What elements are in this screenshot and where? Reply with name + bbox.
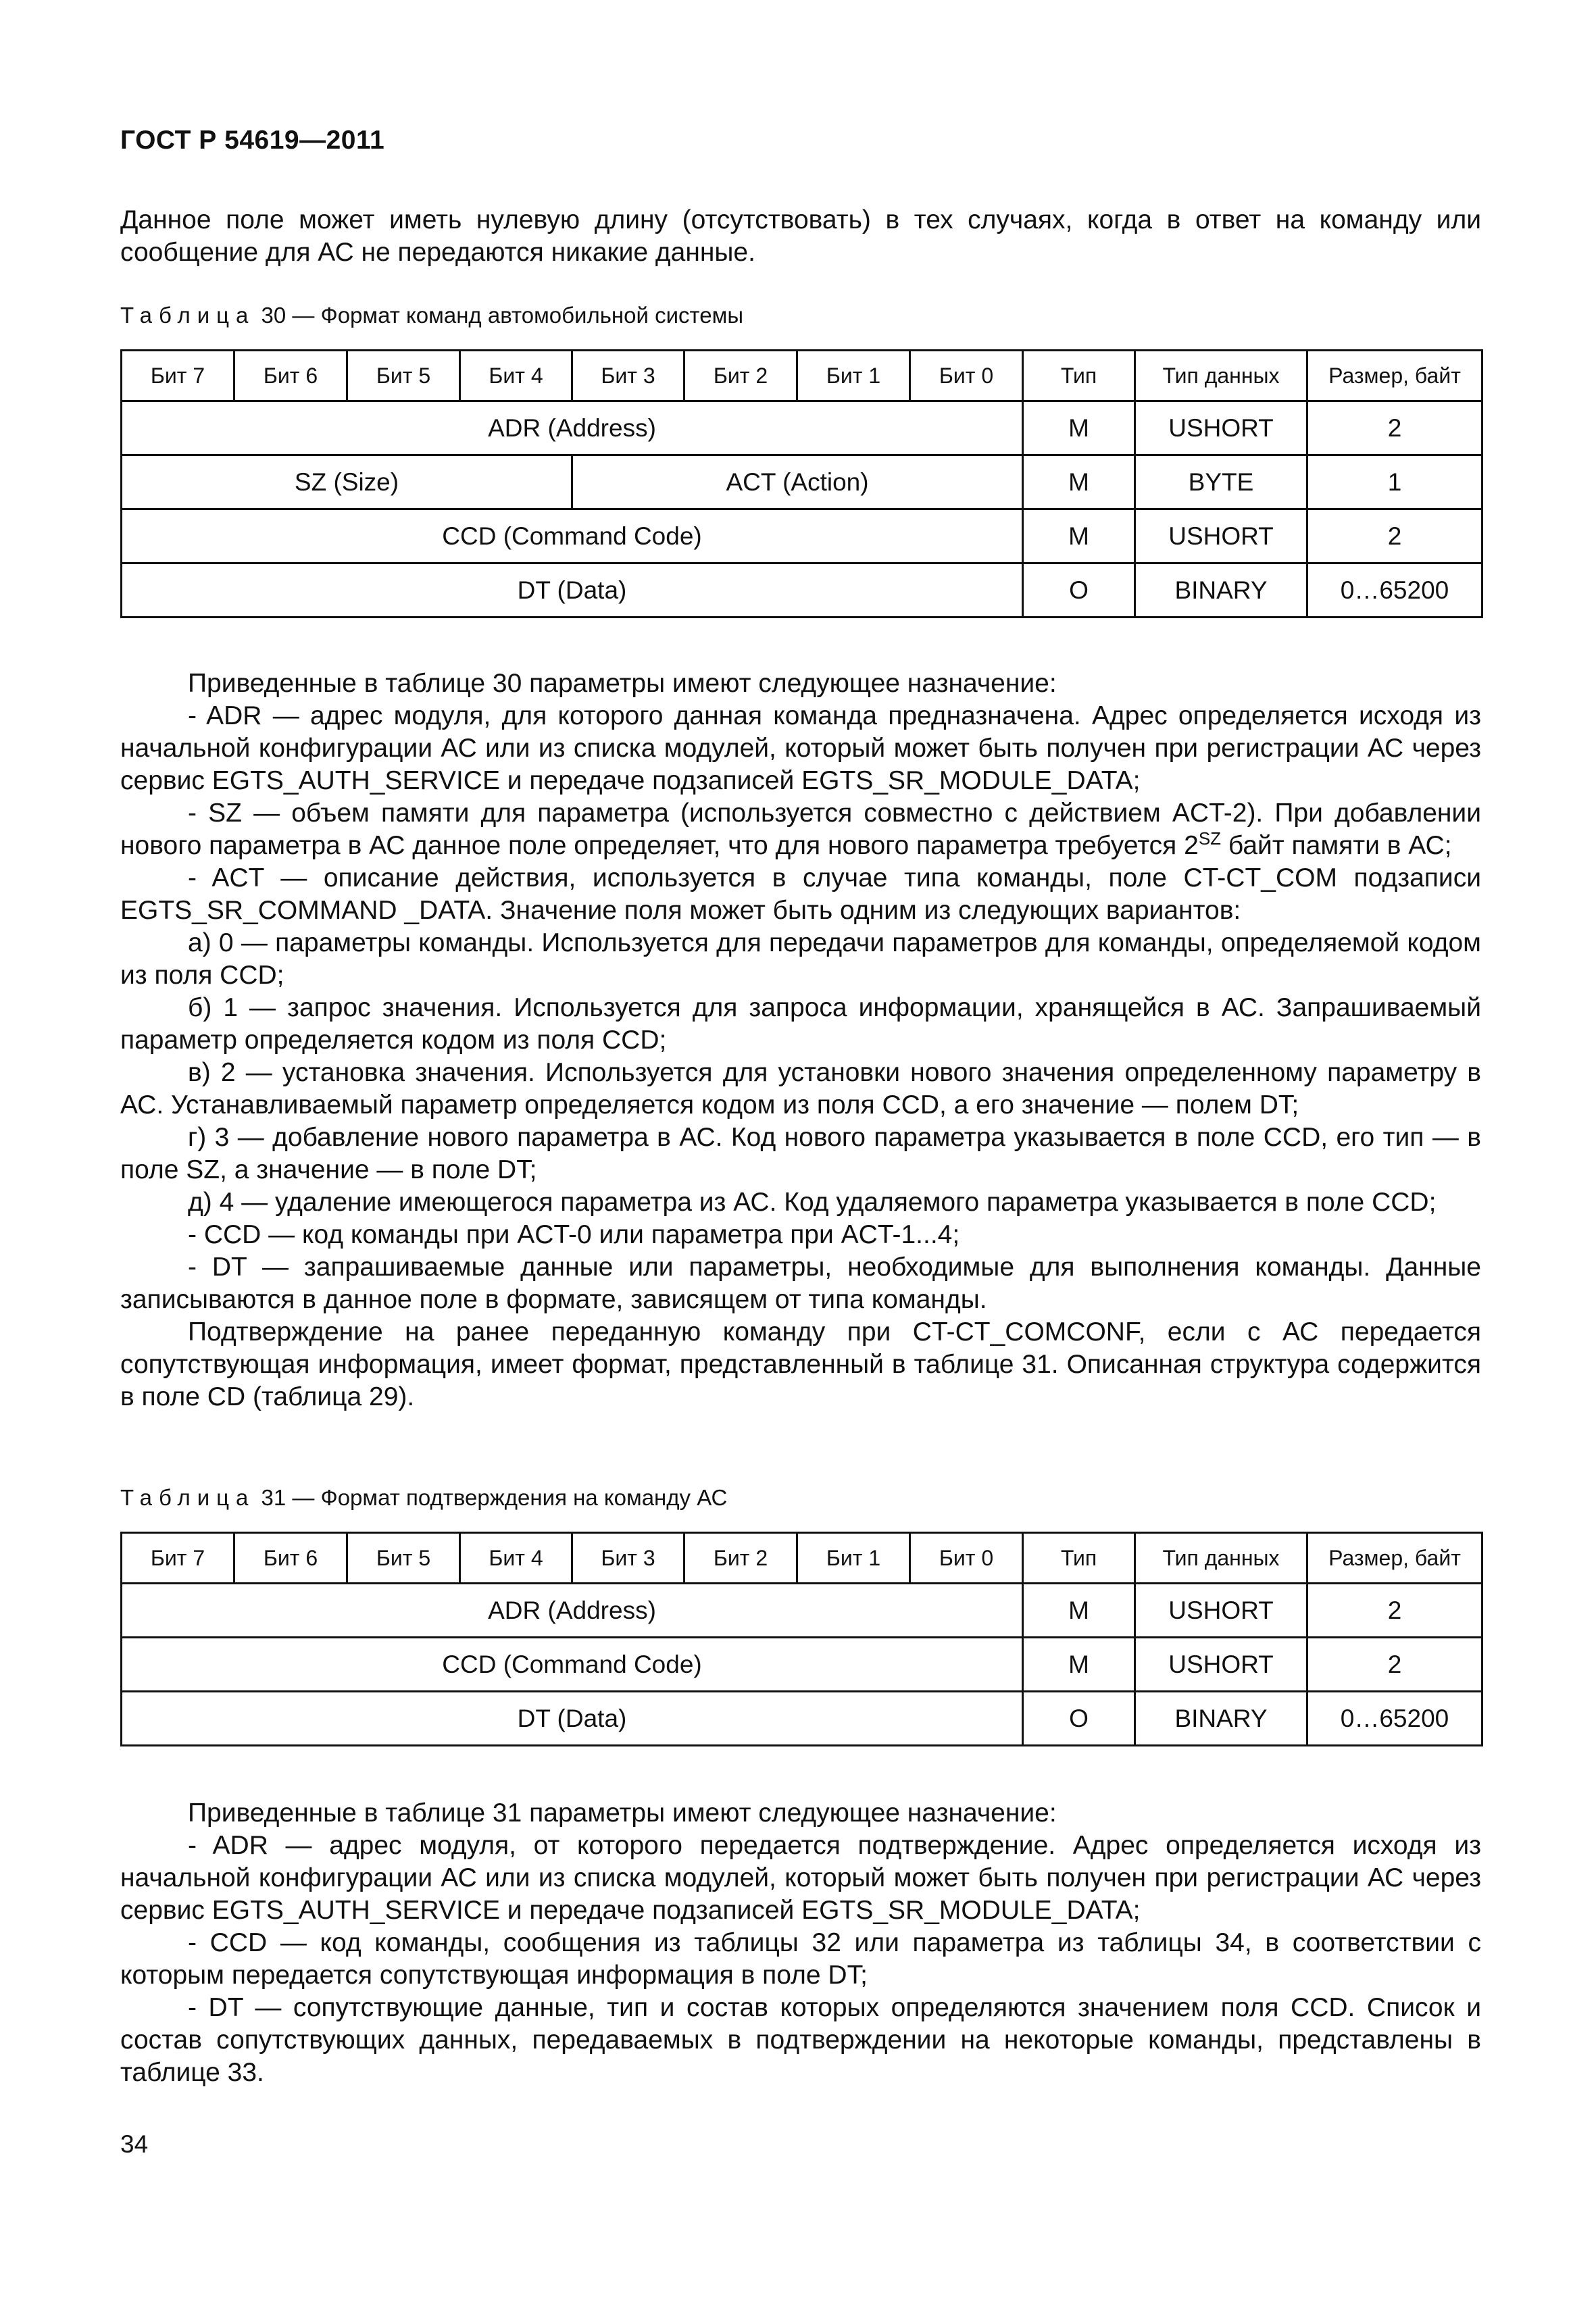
table-cell: USHORT	[1135, 509, 1307, 563]
table-cell: O	[1023, 1692, 1135, 1746]
paragraph-text: байт памяти в АС;	[1221, 831, 1452, 860]
paragraph: - ADR — адрес модуля, для которого данная команда предназначена. Адрес определяется исходя из начальной конфигурации АС или из списка модулей, который может быть получен при регистрации АС через сервис EGTS_AUTH_SERVICE и передаче подзаписей EGTS_SR_MODULE_DATA;	[120, 701, 1481, 795]
table-cell: DT (Data)	[122, 1692, 1023, 1746]
paragraph: Приведенные в таблице 30 параметры имеют следующее назначение:	[188, 669, 1057, 698]
table30	[120, 349, 1483, 618]
table-cell: M	[1023, 401, 1135, 455]
page-number: 34	[120, 2130, 149, 2158]
table-cell: USHORT	[1135, 1638, 1307, 1692]
table-cell: BINARY	[1135, 1692, 1307, 1746]
table-cell: 1	[1307, 455, 1482, 509]
table31-header-cell: Бит 5	[347, 1533, 460, 1584]
table30-header-cell: Бит 2	[684, 351, 797, 401]
table-cell: SZ (Size)	[122, 455, 572, 509]
table-cell: M	[1023, 1638, 1135, 1692]
table30-header-cell: Размер, байт	[1307, 351, 1482, 401]
paragraph: д) 4 — удаление имеющегося параметра из АС. Код удаляемого параметра указывается в поле CCD;	[188, 1188, 1437, 1217]
table30-header-cell: Тип данных	[1135, 351, 1307, 401]
table31-header-row	[122, 1533, 1482, 1584]
table30-header-cell: Тип	[1023, 351, 1135, 401]
table30-caption-prefix: Таблица	[120, 303, 255, 328]
table-cell: 2	[1307, 509, 1482, 563]
table-cell: M	[1023, 509, 1135, 563]
table-cell: ADR (Address)	[122, 1584, 1023, 1638]
table30-description	[120, 668, 1481, 1413]
table-cell: CCD (Command Code)	[122, 1638, 1023, 1692]
superscript: SZ	[1198, 828, 1222, 849]
paragraph: - DT — запрашиваемые данные или параметры, необходимые для выполнения команды. Данные записываются в данное поле в формате, зависящем от типа команды.	[120, 1253, 1481, 1314]
table30-header-cell: Бит 0	[910, 351, 1023, 401]
paragraph: г) 3 — добавление нового параметра в АС. Код нового параметра указывается в поле CCD, его тип — в поле SZ, а значение — в поле DT;	[120, 1123, 1481, 1184]
table31-header-cell: Тип	[1023, 1533, 1135, 1584]
table31-header-cell: Бит 0	[910, 1533, 1023, 1584]
paragraph-text: - SZ — объем памяти для параметра (используется совместно с действием ACT-2). При добавлении нового параметра в АС данное поле определяет, что для нового параметра требуется 2	[120, 799, 1481, 860]
table31-caption	[120, 1485, 727, 1511]
table31-header-cell: Бит 4	[460, 1533, 572, 1584]
table-cell: ACT (Action)	[572, 455, 1023, 509]
table-cell: 2	[1307, 401, 1482, 455]
table31-header-cell: Размер, байт	[1307, 1533, 1482, 1584]
table30-caption	[120, 303, 743, 328]
table-cell: 0…65200	[1307, 1692, 1482, 1746]
table30-row-sz-act	[122, 455, 1482, 509]
table30-caption-text: 30 — Формат команд автомобильной системы	[255, 303, 744, 328]
table-cell: DT (Data)	[122, 563, 1023, 618]
paragraph: - CCD — код команды при ACT-0 или параметра при ACT-1...4;	[188, 1220, 960, 1249]
table30-header-cell: Бит 1	[797, 351, 910, 401]
table-cell: BYTE	[1135, 455, 1307, 509]
table30-header-row	[122, 351, 1482, 401]
table-cell: O	[1023, 563, 1135, 618]
table-cell: CCD (Command Code)	[122, 509, 1023, 563]
table-cell: 2	[1307, 1584, 1482, 1638]
paragraph: а) 0 — параметры команды. Используется для передачи параметров для команды, определяемой кодом из поля CCD;	[120, 928, 1481, 990]
paragraph: - CCD — код команды, сообщения из таблицы 32 или параметра из таблицы 34, в соответствии с которым передается сопутствующая информация в поле DT;	[120, 1928, 1481, 1990]
paragraph: - ACT — описание действия, используется в случае типа команды, поле CT-CT_COM подзаписи EGTS_SR_COMMAND _DATA. Значение поля может быть одним из следующих вариантов:	[120, 863, 1481, 925]
table31-header-cell: Бит 2	[684, 1533, 797, 1584]
table-cell: M	[1023, 455, 1135, 509]
table30-header-cell: Бит 7	[122, 351, 234, 401]
table30-header-cell: Бит 5	[347, 351, 460, 401]
table-cell: USHORT	[1135, 1584, 1307, 1638]
table-cell: 2	[1307, 1638, 1482, 1692]
table31-row-dt	[122, 1692, 1482, 1746]
table-cell: BINARY	[1135, 563, 1307, 618]
table30-row-dt	[122, 563, 1482, 618]
table31-header-cell: Бит 7	[122, 1533, 234, 1584]
table30-row-adr	[122, 401, 1482, 455]
table31-header-cell: Тип данных	[1135, 1533, 1307, 1584]
paragraph: - DT — сопутствующие данные, тип и состав которых определяются значением поля CCD. Список и состав сопутствующих данных, передаваемых в подтверждении на некоторые команды, представлены в таблице 33.	[120, 1993, 1481, 2087]
paragraph: в) 2 — установка значения. Используется для установки нового значения определенному параметру в АС. Устанавливаемый параметр определяется кодом из поля CCD, а его значение — полем DT;	[120, 1058, 1481, 1120]
paragraph: Приведенные в таблице 31 параметры имеют следующее назначение:	[188, 1799, 1057, 1828]
table-cell: M	[1023, 1584, 1135, 1638]
paragraph: Подтверждение на ранее переданную команду при CT-CT_COMCONF, если с АС передается сопутствующая информация, имеет формат, представленный в таблице 31. Описанная структура содержится в поле CD (таблица 29).	[120, 1317, 1481, 1411]
table31-caption-prefix: Таблица	[120, 1485, 255, 1510]
table-cell: USHORT	[1135, 401, 1307, 455]
table31-header-cell: Бит 6	[234, 1533, 347, 1584]
table31	[120, 1532, 1483, 1746]
table31-header-cell: Бит 1	[797, 1533, 910, 1584]
table30-header-cell: Бит 6	[234, 351, 347, 401]
table-cell: ADR (Address)	[122, 401, 1023, 455]
table31-header-cell: Бит 3	[572, 1533, 684, 1584]
table30-header-cell: Бит 3	[572, 351, 684, 401]
paragraph: б) 1 — запрос значения. Используется для запроса информации, хранящейся в АС. Запрашиваемый параметр определяется кодом из поля CCD;	[120, 993, 1481, 1055]
table31-caption-text: 31 — Формат подтверждения на команду АС	[255, 1485, 728, 1510]
table-cell: 0…65200	[1307, 563, 1482, 618]
table30-header-cell: Бит 4	[460, 351, 572, 401]
standard-header: ГОСТ Р 54619—2011	[120, 126, 385, 155]
table31-row-ccd	[122, 1638, 1482, 1692]
table30-row-ccd	[122, 509, 1482, 563]
paragraph	[120, 797, 1481, 862]
paragraph: - ADR — адрес модуля, от которого передается подтверждение. Адрес определяется исходя из начальной конфигурации АС или из списка модулей, который может быть получен при регистрации АС через сервис EGTS_AUTH_SERVICE и передаче подзаписей EGTS_SR_MODULE_DATA;	[120, 1831, 1481, 1925]
table31-row-adr	[122, 1584, 1482, 1638]
intro-paragraph: Данное поле может иметь нулевую длину (отсутствовать) в тех случаях, когда в ответ на команду или сообщение для АС не передаются никакие данные.	[120, 205, 1481, 267]
table31-description	[120, 1797, 1481, 2089]
